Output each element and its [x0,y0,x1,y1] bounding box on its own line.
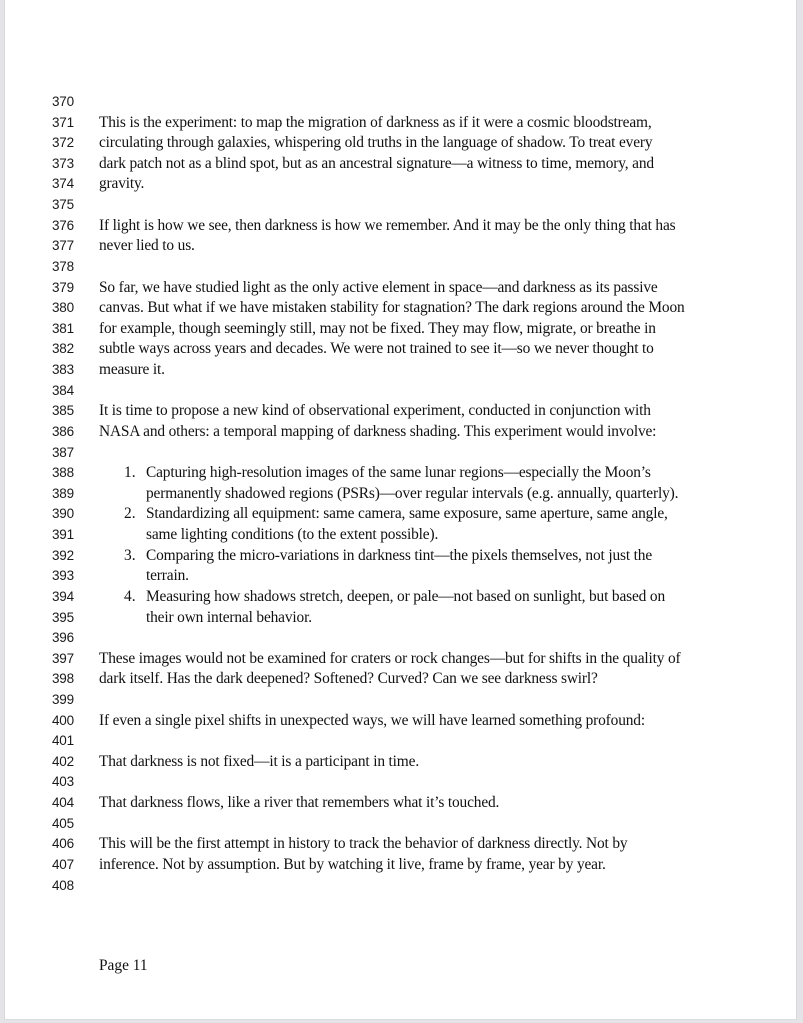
page-number-footer: Page 11 [99,957,148,974]
blank-line [5,197,798,218]
paragraph-line [5,713,798,734]
line-number: 407 [52,856,74,872]
line-text: If even a single pixel shifts in unexpected ways, we will have learned something profound: [99,711,645,729]
line-number: 404 [52,795,74,811]
line-text: measure it. [99,361,165,379]
line-number: 386 [52,423,74,439]
line-text: inference. Not by assumption. But by watching it live, frame by frame, year by year. [99,855,606,873]
line-number: 396 [52,630,74,646]
paragraph-line [5,321,798,342]
line-text: Standardizing all equipment: same camera, same exposure, same aperture, same angle, [146,505,668,523]
paragraph-line [5,135,798,156]
line-number: 388 [52,465,74,481]
line-number: 374 [52,176,74,192]
line-text: Comparing the micro-variations in darkness tint—the pixels themselves, not just the [146,546,653,564]
blank-line [5,774,798,795]
line-number: 375 [52,197,74,213]
document-page [4,0,797,1020]
line-text: dark patch not as a blind spot, but as an ancestral signature—a witness to time, memory, and [99,154,654,172]
line-number: 398 [52,671,74,687]
line-number: 382 [52,341,74,357]
blank-line [5,383,798,404]
line-text: circulating through galaxies, whispering old truths in the language of shadow. To treat every [99,134,653,152]
paragraph-line [5,754,798,775]
line-number: 403 [52,774,74,790]
paragraph-line [5,836,798,857]
line-text: It is time to propose a new kind of observational experiment, conducted in conjunction with [99,402,651,420]
line-number: 394 [52,588,74,604]
paragraph-line [5,300,798,321]
line-number: 376 [52,217,74,233]
line-text: That darkness flows, like a river that remembers what it’s touched. [99,794,500,812]
list-item-line [5,486,798,507]
line-number: 377 [52,238,74,254]
list-item-line [5,465,798,486]
line-text: NASA and others: a temporal mapping of darkness shading. This experiment would involve: [99,422,657,440]
line-text: These images would not be examined for craters or rock changes—but for shifts in the quality of [99,649,681,667]
line-text: That darkness is not fixed—it is a participant in time. [99,752,420,770]
line-number: 399 [52,691,74,707]
line-text: never lied to us. [99,237,195,255]
line-number: 408 [52,877,74,893]
line-number: 372 [52,135,74,151]
line-number: 391 [52,527,74,543]
line-number: 400 [52,712,74,728]
list-item-number: 4. [124,587,136,605]
line-number: 390 [52,506,74,522]
list-item-line [5,568,798,589]
line-number: 397 [52,650,74,666]
list-item-number: 2. [124,505,136,523]
line-text: dark itself. Has the dark deepened? Softened? Curved? Can we see darkness swirl? [99,670,598,688]
line-number: 389 [52,485,74,501]
line-number: 402 [52,753,74,769]
paragraph-line [5,424,798,445]
blank-line [5,816,798,837]
paragraph-line [5,362,798,383]
list-item-number: 1. [124,464,136,482]
list-item-line [5,548,798,569]
line-number: 405 [52,815,74,831]
line-text: So far, we have studied light as the only active element in space—and darkness as its passive [99,278,658,296]
line-text: Measuring how shadows stretch, deepen, or pale—not based on sunlight, but based on [146,587,666,605]
line-number: 381 [52,320,74,336]
paragraph-line [5,857,798,878]
line-number: 383 [52,362,74,378]
line-text: If light is how we see, then darkness is how we remember. And it may be the only thing that has [99,216,676,234]
line-number: 371 [52,114,74,130]
line-number: 373 [52,155,74,171]
line-text: same lighting conditions (to the extent possible). [146,526,439,544]
line-number: 378 [52,258,74,274]
blank-line [5,878,798,899]
list-item-line [5,589,798,610]
paragraph-line [5,795,798,816]
list-item-line [5,527,798,548]
line-number: 392 [52,547,74,563]
list-item-line [5,506,798,527]
line-text: Capturing high-resolution images of the same lunar regions—especially the Moon’s [146,464,651,482]
line-text: canvas. But what if we have mistaken stability for stagnation? The dark regions around the Moon [99,299,685,317]
paragraph-line [5,176,798,197]
paragraph-line [5,280,798,301]
line-text: their own internal behavior. [146,608,312,626]
line-text: permanently shadowed regions (PSRs)—over regular intervals (e.g. annually, quarterly). [146,484,679,502]
line-text: This is the experiment: to map the migration of darkness as if it were a cosmic bloodstream, [99,113,652,131]
list-item-number: 3. [124,546,136,564]
line-number: 401 [52,733,74,749]
line-number: 395 [52,609,74,625]
line-text: gravity. [99,175,145,193]
line-text: for example, though seemingly still, may not be fixed. They may flow, migrate, or breathe in [99,319,656,337]
line-number: 393 [52,568,74,584]
blank-line [5,445,798,466]
paragraph-line [5,115,798,136]
line-text: subtle ways across years and decades. We were not trained to see it—so we never thought to [99,340,654,358]
line-number: 379 [52,279,74,295]
paragraph-line [5,403,798,424]
line-number: 370 [52,94,74,109]
line-number: 380 [52,300,74,316]
blank-line [5,733,798,754]
line-number: 384 [52,382,74,398]
blank-line [5,692,798,713]
paragraph-line [5,671,798,692]
blank-line [5,94,798,115]
line-text: This will be the first attempt in history to track the behavior of darkness directly. Not by [99,835,628,853]
paragraph-line [5,238,798,259]
paragraph-line [5,156,798,177]
line-number: 385 [52,403,74,419]
blank-line [5,630,798,651]
paragraph-line [5,651,798,672]
list-item-line [5,610,798,631]
paragraph-line [5,218,798,239]
blank-line [5,259,798,280]
line-number: 406 [52,836,74,852]
line-text: terrain. [146,567,189,585]
paragraph-line [5,341,798,362]
line-number: 387 [52,444,74,460]
